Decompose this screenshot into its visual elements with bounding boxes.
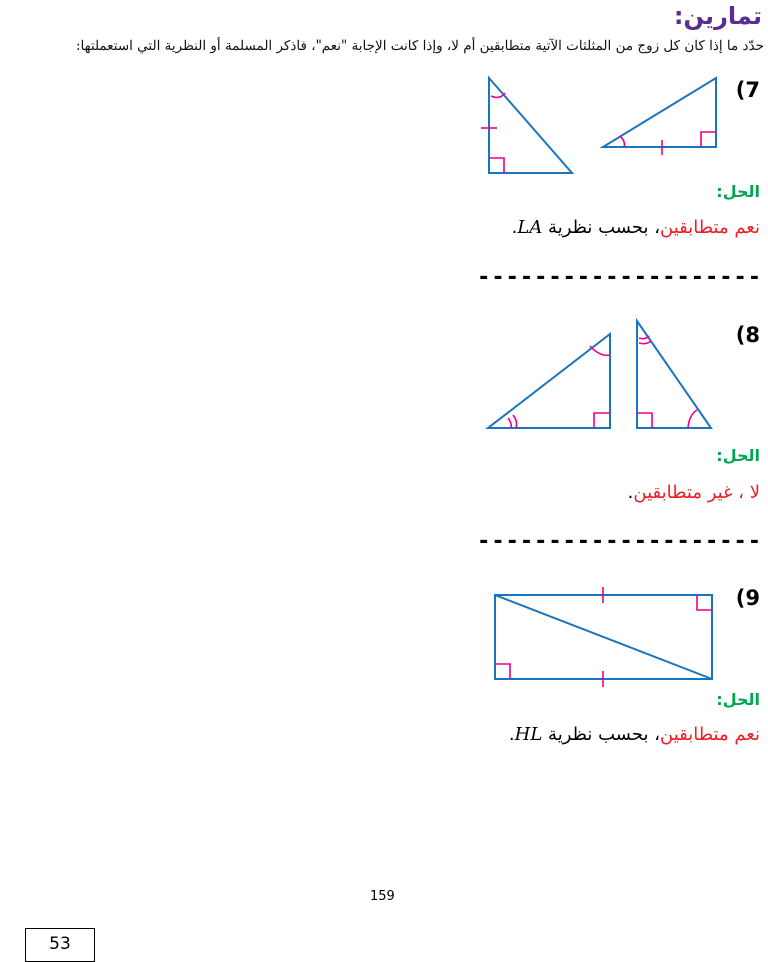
exercise-8-solution-label: الحل:: [716, 446, 760, 465]
exercise-7-answer-highlight: نعم متطابقين: [660, 217, 760, 238]
exercise-9-solution-label: الحل:: [716, 690, 760, 709]
exercise-8-answer-highlight: لا ، غير متطابقين: [633, 482, 760, 503]
exercise-8-answer-end: .: [627, 482, 634, 503]
ex9-top-right-angle-mark: [697, 595, 712, 610]
exercise-7-solution-label: الحل:: [716, 182, 760, 201]
divider-1: --------------------: [477, 265, 762, 290]
page-box-number: 53: [25, 928, 95, 962]
exercises-title: تمارين:: [673, 2, 762, 30]
exercise-7-answer-math: LA: [517, 217, 543, 238]
exercise-8-number: (8: [735, 323, 760, 347]
page-number: 159: [370, 889, 395, 904]
exercise-7-answer-end: .: [511, 217, 518, 238]
exercise-9-answer-text: ، بحسب نظرية: [548, 724, 661, 745]
ex9-bottom-left-angle-mark: [495, 664, 510, 679]
exercise-9-answer: [509, 724, 760, 745]
exercise-9-answer-end: .: [508, 724, 515, 745]
exercise-9-answer-highlight: نعم متطابقين: [660, 724, 760, 745]
ex9-diagonal: [495, 595, 712, 679]
instructions-text: حدّد ما إذا كان كل زوج من المثلثات الآتية متطابقين أم لا، وإذا كانت الإجابة "نعم"، فاذكر المسلمة أو النظرية التي استعملتها:: [76, 38, 764, 54]
exercise-9-answer-math: HL: [514, 724, 543, 745]
divider-2: --------------------: [477, 529, 762, 554]
exercise-9-number: (9: [735, 586, 760, 610]
exercise-7-answer-text: ، بحسب نظرية: [548, 217, 661, 238]
exercise-7-number: (7: [735, 78, 760, 102]
